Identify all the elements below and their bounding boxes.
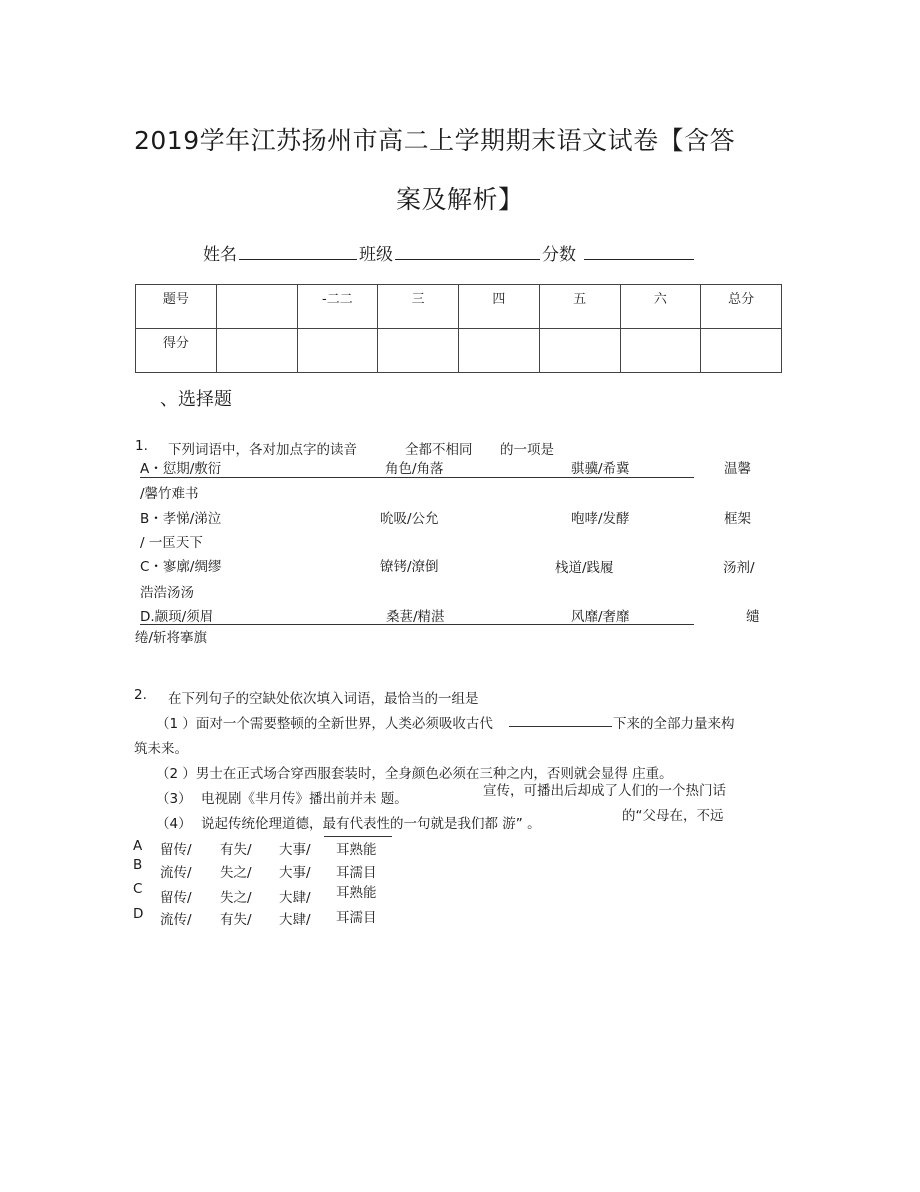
q1-option-b-3: 咆哮/发酵: [571, 511, 630, 527]
q2-s4-num: （4）: [156, 816, 192, 832]
q1-option-b-1: B・孝悌/涕泣: [140, 511, 222, 527]
q1-option-d-3: 风靡/奢靡: [571, 609, 630, 625]
name-blank[interactable]: [239, 258, 357, 260]
q1-option-b-2: 吮吸/公允: [380, 511, 439, 527]
q1-option-d-2: 桑葚/精湛: [386, 609, 445, 625]
q2-option-a-w1: 留传/: [160, 842, 192, 858]
q2-s1-c: 筑未来。: [134, 741, 188, 757]
q1-option-c-1: C・寥廓/绸缪: [140, 559, 222, 575]
q1-stem-b: 全都不相同: [405, 442, 473, 458]
score-cell[interactable]: [297, 329, 378, 373]
class-blank[interactable]: [395, 258, 540, 260]
q2-number: 2.: [134, 687, 147, 703]
q2-option-c-w2: 失之/: [220, 890, 252, 906]
table-cell: [216, 285, 297, 329]
q2-option-a-w3: 大事/: [279, 842, 311, 858]
q2-s1-b: 下来的全部力量来构: [613, 716, 735, 732]
table-cell: 得分: [136, 329, 217, 373]
q1-rule-d: [140, 624, 694, 625]
q2-s1-blank: [509, 726, 612, 727]
info-line: [203, 240, 696, 265]
class-label: 班级: [359, 245, 393, 265]
q1-rule-a: [140, 477, 694, 478]
q2-s4-a: 说起传统伦理道德，最有代表性的一句就是我们都 游” 。: [201, 816, 541, 832]
q1-option-c-4: 汤剂/: [723, 560, 755, 576]
q1-stem-a: 下列词语中，各对加点字的读音: [168, 442, 357, 458]
q2-option-b-letter: B: [133, 857, 143, 873]
q2-option-c-letter: C: [133, 881, 143, 897]
q1-option-d-1: D.颛顼/须眉: [140, 609, 214, 625]
table-cell: 三: [378, 285, 459, 329]
table-cell: 总分: [701, 285, 782, 329]
q2-option-d-w2: 有失/: [220, 912, 252, 928]
q1-option-c-5: 浩浩汤汤: [140, 585, 194, 601]
q1-number: 1.: [135, 438, 148, 454]
q1-option-c-3: 栈道/践履: [555, 560, 614, 576]
q1-stem-c: 的一项是: [500, 442, 554, 458]
score-label: 分数: [542, 245, 576, 265]
q2-option-d-w3: 大肆/: [279, 912, 311, 928]
name-label: 姓名: [203, 245, 237, 265]
table-cell: 五: [539, 285, 620, 329]
q2-option-c-w3: 大肆/: [279, 890, 311, 906]
doc-title-line1: 2019学年江苏扬州市高二上学期期末语文试卷【含答: [134, 126, 736, 155]
score-cell[interactable]: [378, 329, 459, 373]
score-cell[interactable]: [459, 329, 540, 373]
table-cell: -二二: [297, 285, 378, 329]
table-cell: 题号: [136, 285, 217, 329]
q2-s3-a: 电视剧《芈月传》播出前并未 题。: [201, 791, 408, 807]
q2-s3-b: 宣传，可播出后却成了人们的一个热门话: [483, 783, 726, 799]
q1-option-b-5: / 一匡天下: [140, 535, 203, 551]
q2-option-c-w4: 耳熟能: [336, 885, 377, 901]
table-cell: 四: [459, 285, 540, 329]
score-cell[interactable]: [620, 329, 701, 373]
q2-s1-a: （1 ）面对一个需要整顿的全新世界，人类必须吸收古代: [156, 716, 493, 732]
q2-s3-num: （3）: [156, 791, 192, 807]
doc-title-line2: 案及解析】: [396, 185, 524, 214]
score-cell[interactable]: [216, 329, 297, 373]
q1-option-a-4: 温馨: [724, 461, 751, 477]
score-table-header-row: [136, 285, 782, 329]
score-table: [135, 284, 782, 373]
score-table-score-row: [136, 329, 782, 373]
section-title: 、选择题: [160, 389, 232, 410]
q2-option-d-letter: D: [133, 906, 144, 922]
q2-s4-b: 的“父母在，不远: [622, 808, 724, 824]
score-cell[interactable]: [539, 329, 620, 373]
q2-s2: （2 ）男士在正式场合穿西服套装时，全身颜色必须在三种之内，否则就会显得 庄重。: [156, 766, 673, 782]
q2-option-b-w2: 失之/: [220, 865, 252, 881]
q1-option-c-2: 镣铐/潦倒: [380, 559, 439, 575]
q2-stem: 在下列句子的空缺处依次填入词语，最恰当的一组是: [168, 691, 479, 707]
q1-option-a-2: 角色/角落: [385, 461, 444, 477]
score-cell[interactable]: [701, 329, 782, 373]
q2-option-b-w1: 流传/: [160, 865, 192, 881]
score-blank[interactable]: [584, 258, 694, 260]
q2-option-a-w2: 有失/: [220, 842, 252, 858]
q1-option-d-5: 绻/斩将搴旗: [135, 630, 208, 646]
q2-option-b-w4: 耳濡目: [336, 865, 377, 881]
q2-options-rule: [324, 836, 392, 837]
q1-option-a-1: A・愆期/敷衍: [140, 461, 222, 477]
table-cell: 六: [620, 285, 701, 329]
q2-option-d-w1: 流传/: [160, 912, 192, 928]
q1-option-b-4: 框架: [724, 511, 751, 527]
q1-option-a-5: /馨竹难书: [140, 486, 199, 502]
q1-option-d-4: 缱: [746, 609, 760, 625]
q2-option-d-w4: 耳濡目: [336, 910, 377, 926]
q1-option-a-3: 骐骥/希冀: [571, 461, 630, 477]
q2-option-b-w3: 大事/: [279, 865, 311, 881]
q2-option-a-w4: 耳熟能: [336, 842, 377, 858]
q2-option-a-letter: A: [133, 838, 143, 854]
q2-option-c-w1: 留传/: [160, 890, 192, 906]
